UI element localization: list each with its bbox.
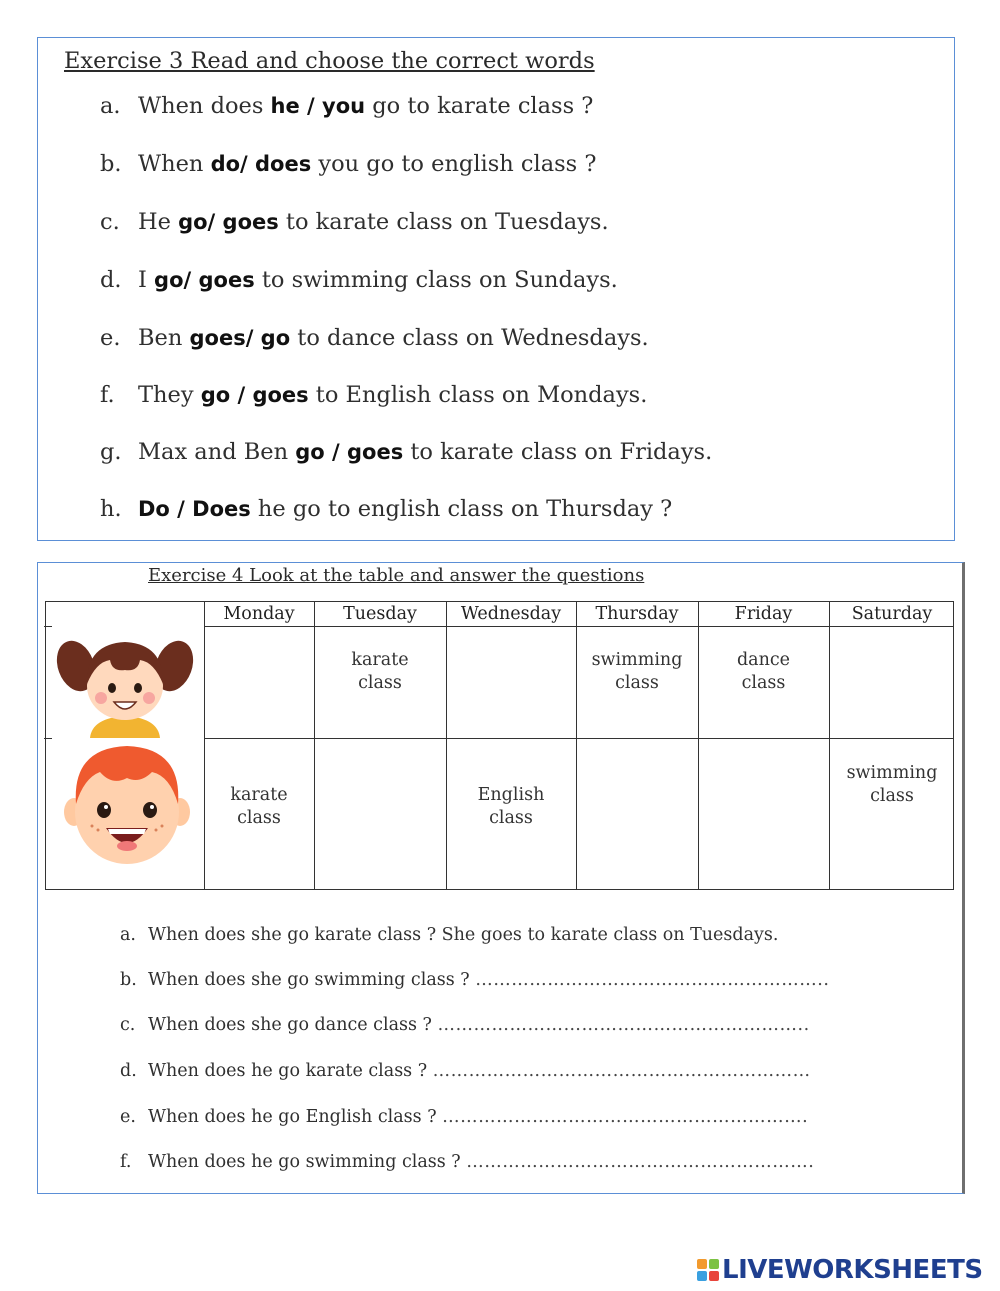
question-text: When does he go karate class ? (148, 1061, 433, 1081)
day-header-friday: Friday (734, 604, 793, 624)
exercise-3-item (100, 267, 618, 293)
exercise-3-item (100, 382, 647, 408)
exercise-3-item (100, 151, 596, 177)
cell-text: karate (230, 785, 288, 805)
cell-text: class (615, 673, 659, 693)
answer-blank[interactable]: ……………………………………………………… (432, 1061, 811, 1081)
day-header-monday: Monday (223, 604, 295, 624)
exercise-3-item (100, 209, 609, 235)
question-item (120, 1107, 808, 1127)
boy-avatar-icon (60, 742, 194, 868)
choice-words[interactable]: go/ goes (178, 210, 279, 234)
cell-text: swimming (591, 650, 683, 670)
question-item (120, 970, 829, 990)
cell-text: English (477, 785, 545, 805)
item-label: f. (100, 382, 115, 408)
choice-words[interactable]: goes/ go (189, 326, 291, 350)
item-label: e. (100, 325, 121, 351)
liveworksheets-logo-icon (697, 1259, 719, 1281)
item-text: They (138, 382, 201, 408)
item-label: g. (100, 439, 122, 465)
item-text: to karate class on Fridays. (403, 439, 713, 465)
question-label: c. (120, 1015, 136, 1035)
exercise-3-item (100, 93, 593, 119)
cell-text: class (358, 673, 402, 693)
choice-words[interactable]: he / you (270, 94, 366, 118)
choice-words[interactable]: go / goes (200, 383, 309, 407)
choice-words[interactable]: go/ goes (154, 268, 255, 292)
exercise-4-title: Exercise 4 Look at the table and answer the questions (148, 565, 645, 586)
question-item (120, 1015, 810, 1035)
answer-blank[interactable]: ……………………………………………………. (442, 1107, 809, 1127)
boy-wednesday-cell (446, 784, 576, 830)
question-label: e. (120, 1107, 136, 1127)
cell-text: class (741, 673, 786, 693)
exercise-4-box (37, 562, 965, 1194)
choice-words[interactable]: go / goes (295, 440, 404, 464)
boy-saturday-cell (829, 762, 955, 808)
item-text: I (138, 267, 155, 293)
item-text: He (138, 209, 179, 235)
choice-words[interactable]: Do / Does (138, 497, 251, 521)
item-text: go to karate class ? (365, 93, 594, 119)
item-text: When (138, 151, 211, 177)
answer-blank[interactable]: …………………………………………………. (466, 1152, 815, 1172)
item-label: c. (100, 209, 120, 235)
day-header-saturday: Saturday (851, 604, 933, 624)
question-text: When does she go karate class ? (148, 925, 442, 945)
question-text: When does she go dance class ? (148, 1015, 438, 1035)
liveworksheets-logo[interactable] (697, 1255, 983, 1285)
day-header-tuesday: Tuesday (343, 604, 417, 624)
cell-text: swimming (846, 763, 938, 783)
question-item (120, 925, 778, 945)
item-text: to dance class on Wednesdays. (290, 325, 649, 351)
item-text: he go to english class on Thursday ? (250, 496, 673, 522)
cell-text: class (489, 808, 533, 828)
question-text: When does he go English class ? (148, 1107, 443, 1127)
item-text: When does (138, 93, 271, 119)
exercise-3-item (100, 325, 649, 351)
exercise-3-item (100, 496, 672, 522)
exercise-3-title: Exercise 3 Read and choose the correct words (64, 48, 595, 74)
day-header-wednesday: Wednesday (460, 604, 562, 624)
question-label: f. (120, 1152, 132, 1172)
item-text: to English class on Mondays. (308, 382, 648, 408)
question-text: When does he go swimming class ? (148, 1152, 467, 1172)
choice-words[interactable]: do/ does (210, 152, 312, 176)
question-label: d. (120, 1061, 137, 1081)
item-text: Ben (138, 325, 190, 351)
logo-text: LIVEWORKSHEETS (722, 1255, 983, 1285)
girl-avatar-icon (54, 632, 196, 738)
boy-monday-cell (204, 784, 314, 830)
cell-text: class (237, 808, 281, 828)
girl-thursday-cell (576, 649, 698, 695)
question-label: a. (120, 925, 136, 945)
exercise-3-box (37, 37, 955, 541)
question-text: When does she go swimming class ? (148, 970, 476, 990)
question-item (120, 1061, 811, 1081)
cell-text: dance (736, 650, 791, 670)
item-text: to karate class on Tuesdays. (278, 209, 609, 235)
answer-blank[interactable]: ………………………………………………….. (475, 970, 830, 990)
item-text: you go to english class ? (311, 151, 597, 177)
item-label: d. (100, 267, 122, 293)
schedule-table (45, 601, 954, 890)
item-label: a. (100, 93, 121, 119)
day-header-thursday: Thursday (595, 604, 679, 624)
answer-blank[interactable]: …………………………………………………….. (437, 1015, 810, 1035)
cell-text: karate (351, 650, 409, 670)
question-item (120, 1152, 814, 1172)
question-label: b. (120, 970, 137, 990)
girl-friday-cell (698, 649, 829, 695)
answer-text: She goes to karate class on Tuesdays. (441, 925, 779, 945)
item-label: b. (100, 151, 122, 177)
item-text: Max and Ben (138, 439, 296, 465)
exercise-3-item (100, 439, 712, 465)
item-label: h. (100, 496, 122, 522)
cell-text: class (870, 786, 914, 806)
girl-tuesday-cell (314, 649, 446, 695)
item-text: to swimming class on Sundays. (254, 267, 618, 293)
